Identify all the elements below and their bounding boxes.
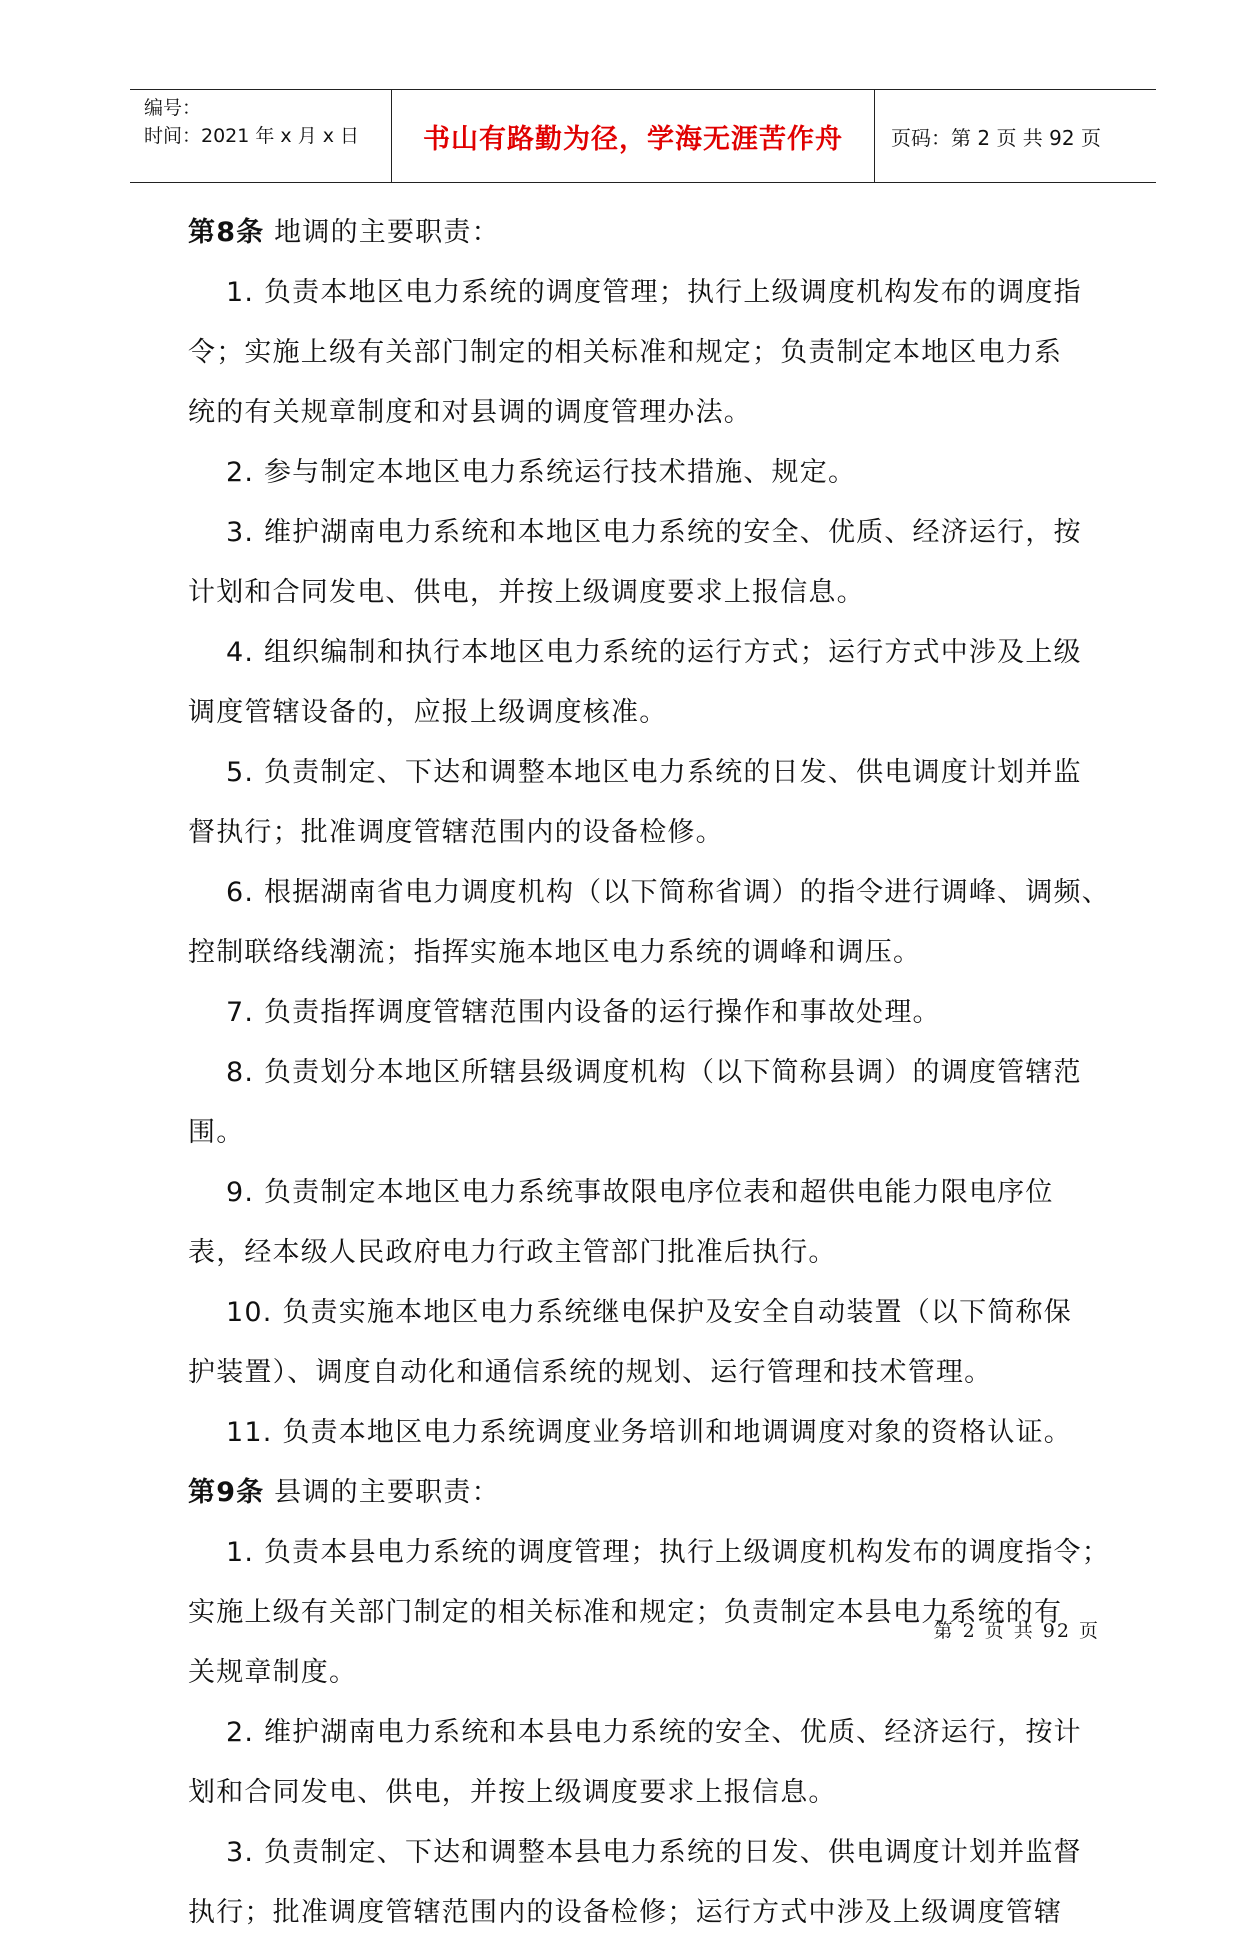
paragraph-line — [188, 1043, 1100, 1103]
line-text: 1. 负责本县电力系统的调度管理；执行上级调度机构发布的调度指令； — [226, 1537, 1110, 1568]
paragraph-line — [188, 923, 1100, 983]
line-text: 督执行；批准调度管辖范围内的设备检修。 — [188, 817, 724, 848]
paragraph-line — [188, 683, 1100, 743]
line-text: 11. 负责本地区电力系统调度业务培训和地调调度对象的资格认证。 — [226, 1417, 1072, 1448]
line-text: 4. 组织编制和执行本地区电力系统的运行方式；运行方式中涉及上级 — [226, 637, 1082, 668]
line-text: 1. 负责本地区电力系统的调度管理；执行上级调度机构发布的调度指 — [226, 277, 1082, 308]
header-page-number: 页码：第 2 页 共 92 页 — [891, 125, 1101, 150]
paragraph-line — [188, 983, 1100, 1043]
paragraph-line — [188, 383, 1100, 443]
paragraph-line — [188, 1103, 1100, 1163]
line-text: 划和合同发电、供电，并按上级调度要求上报信息。 — [188, 1777, 837, 1808]
paragraph-line — [188, 803, 1100, 863]
document-header — [130, 89, 1156, 183]
line-text: 护装置）、调度自动化和通信系统的规划、运行管理和技术管理。 — [188, 1357, 993, 1388]
line-text: 7. 负责指挥调度管辖范围内设备的运行操作和事故处理。 — [226, 997, 941, 1028]
article-heading — [188, 1463, 1100, 1523]
header-motto: 书山有路勤为径，学海无涯苦作舟 — [423, 123, 843, 155]
page-footer: 第 2 页 共 92 页 — [933, 1620, 1100, 1642]
time-label: 时间：2021 年 x 月 x 日 — [144, 125, 360, 147]
paragraph-line — [188, 1703, 1100, 1763]
line-text: 计划和合同发电、供电，并按上级调度要求上报信息。 — [188, 577, 865, 608]
paragraph-line — [188, 1223, 1100, 1283]
line-text: 地调的主要职责： — [264, 217, 500, 248]
paragraph-line — [188, 1763, 1100, 1823]
line-text: 县调的主要职责： — [264, 1477, 500, 1508]
line-text: 执行；批准调度管辖范围内的设备检修；运行方式中涉及上级调度管辖 — [188, 1897, 1063, 1928]
paragraph-line — [188, 1883, 1100, 1943]
line-text: 调度管辖设备的，应报上级调度核准。 — [188, 697, 668, 728]
paragraph-line — [188, 263, 1100, 323]
paragraph-line — [188, 1643, 1100, 1703]
line-text: 5. 负责制定、下达和调整本地区电力系统的日发、供电调度计划并监 — [226, 757, 1082, 788]
paragraph-line — [188, 1403, 1100, 1463]
number-label: 编号： — [144, 97, 202, 119]
line-text: 3. 维护湖南电力系统和本地区电力系统的安全、优质、经济运行，按 — [226, 517, 1082, 548]
line-text: 2. 维护湖南电力系统和本县电力系统的安全、优质、经济运行，按计 — [226, 1717, 1082, 1748]
line-text: 表，经本级人民政府电力行政主管部门批准后执行。 — [188, 1237, 837, 1268]
paragraph-line — [188, 1283, 1100, 1343]
document-body — [188, 203, 1110, 1943]
line-text: 8. 负责划分本地区所辖县级调度机构（以下简称县调）的调度管辖范 — [226, 1057, 1082, 1088]
paragraph-line — [188, 1523, 1110, 1583]
paragraph-line — [188, 503, 1100, 563]
paragraph-line — [188, 1163, 1100, 1223]
article-number: 第9条 — [188, 1477, 265, 1508]
paragraph-line — [188, 743, 1100, 803]
line-text: 统的有关规章制度和对县调的调度管理办法。 — [188, 397, 752, 428]
line-text: 2. 参与制定本地区电力系统运行技术措施、规定。 — [226, 457, 857, 488]
line-text: 关规章制度。 — [188, 1657, 358, 1688]
paragraph-line — [188, 563, 1100, 623]
header-info — [144, 94, 359, 150]
paragraph-line — [188, 623, 1100, 683]
paragraph-line — [188, 863, 1110, 923]
paragraph-line — [188, 1343, 1100, 1403]
paragraph-line — [188, 1823, 1100, 1883]
line-text: 3. 负责制定、下达和调整本县电力系统的日发、供电调度计划并监督 — [226, 1837, 1082, 1868]
line-text: 6. 根据湖南省电力调度机构（以下简称省调）的指令进行调峰、调频、 — [226, 877, 1110, 908]
line-text: 10. 负责实施本地区电力系统继电保护及安全自动装置（以下简称保 — [226, 1297, 1072, 1328]
line-text: 令；实施上级有关部门制定的相关标准和规定；负责制定本地区电力系 — [188, 337, 1063, 368]
line-text: 9. 负责制定本地区电力系统事故限电序位表和超供电能力限电序位 — [226, 1177, 1054, 1208]
paragraph-line — [188, 323, 1100, 383]
line-text: 控制联络线潮流；指挥实施本地区电力系统的调峰和调压。 — [188, 937, 922, 968]
paragraph-line — [188, 443, 1100, 503]
line-text: 实施上级有关部门制定的相关标准和规定；负责制定本县电力系统的有 — [188, 1597, 1063, 1628]
article-number: 第8条 — [188, 217, 265, 248]
article-heading — [188, 203, 1100, 263]
line-text: 围。 — [188, 1117, 245, 1148]
